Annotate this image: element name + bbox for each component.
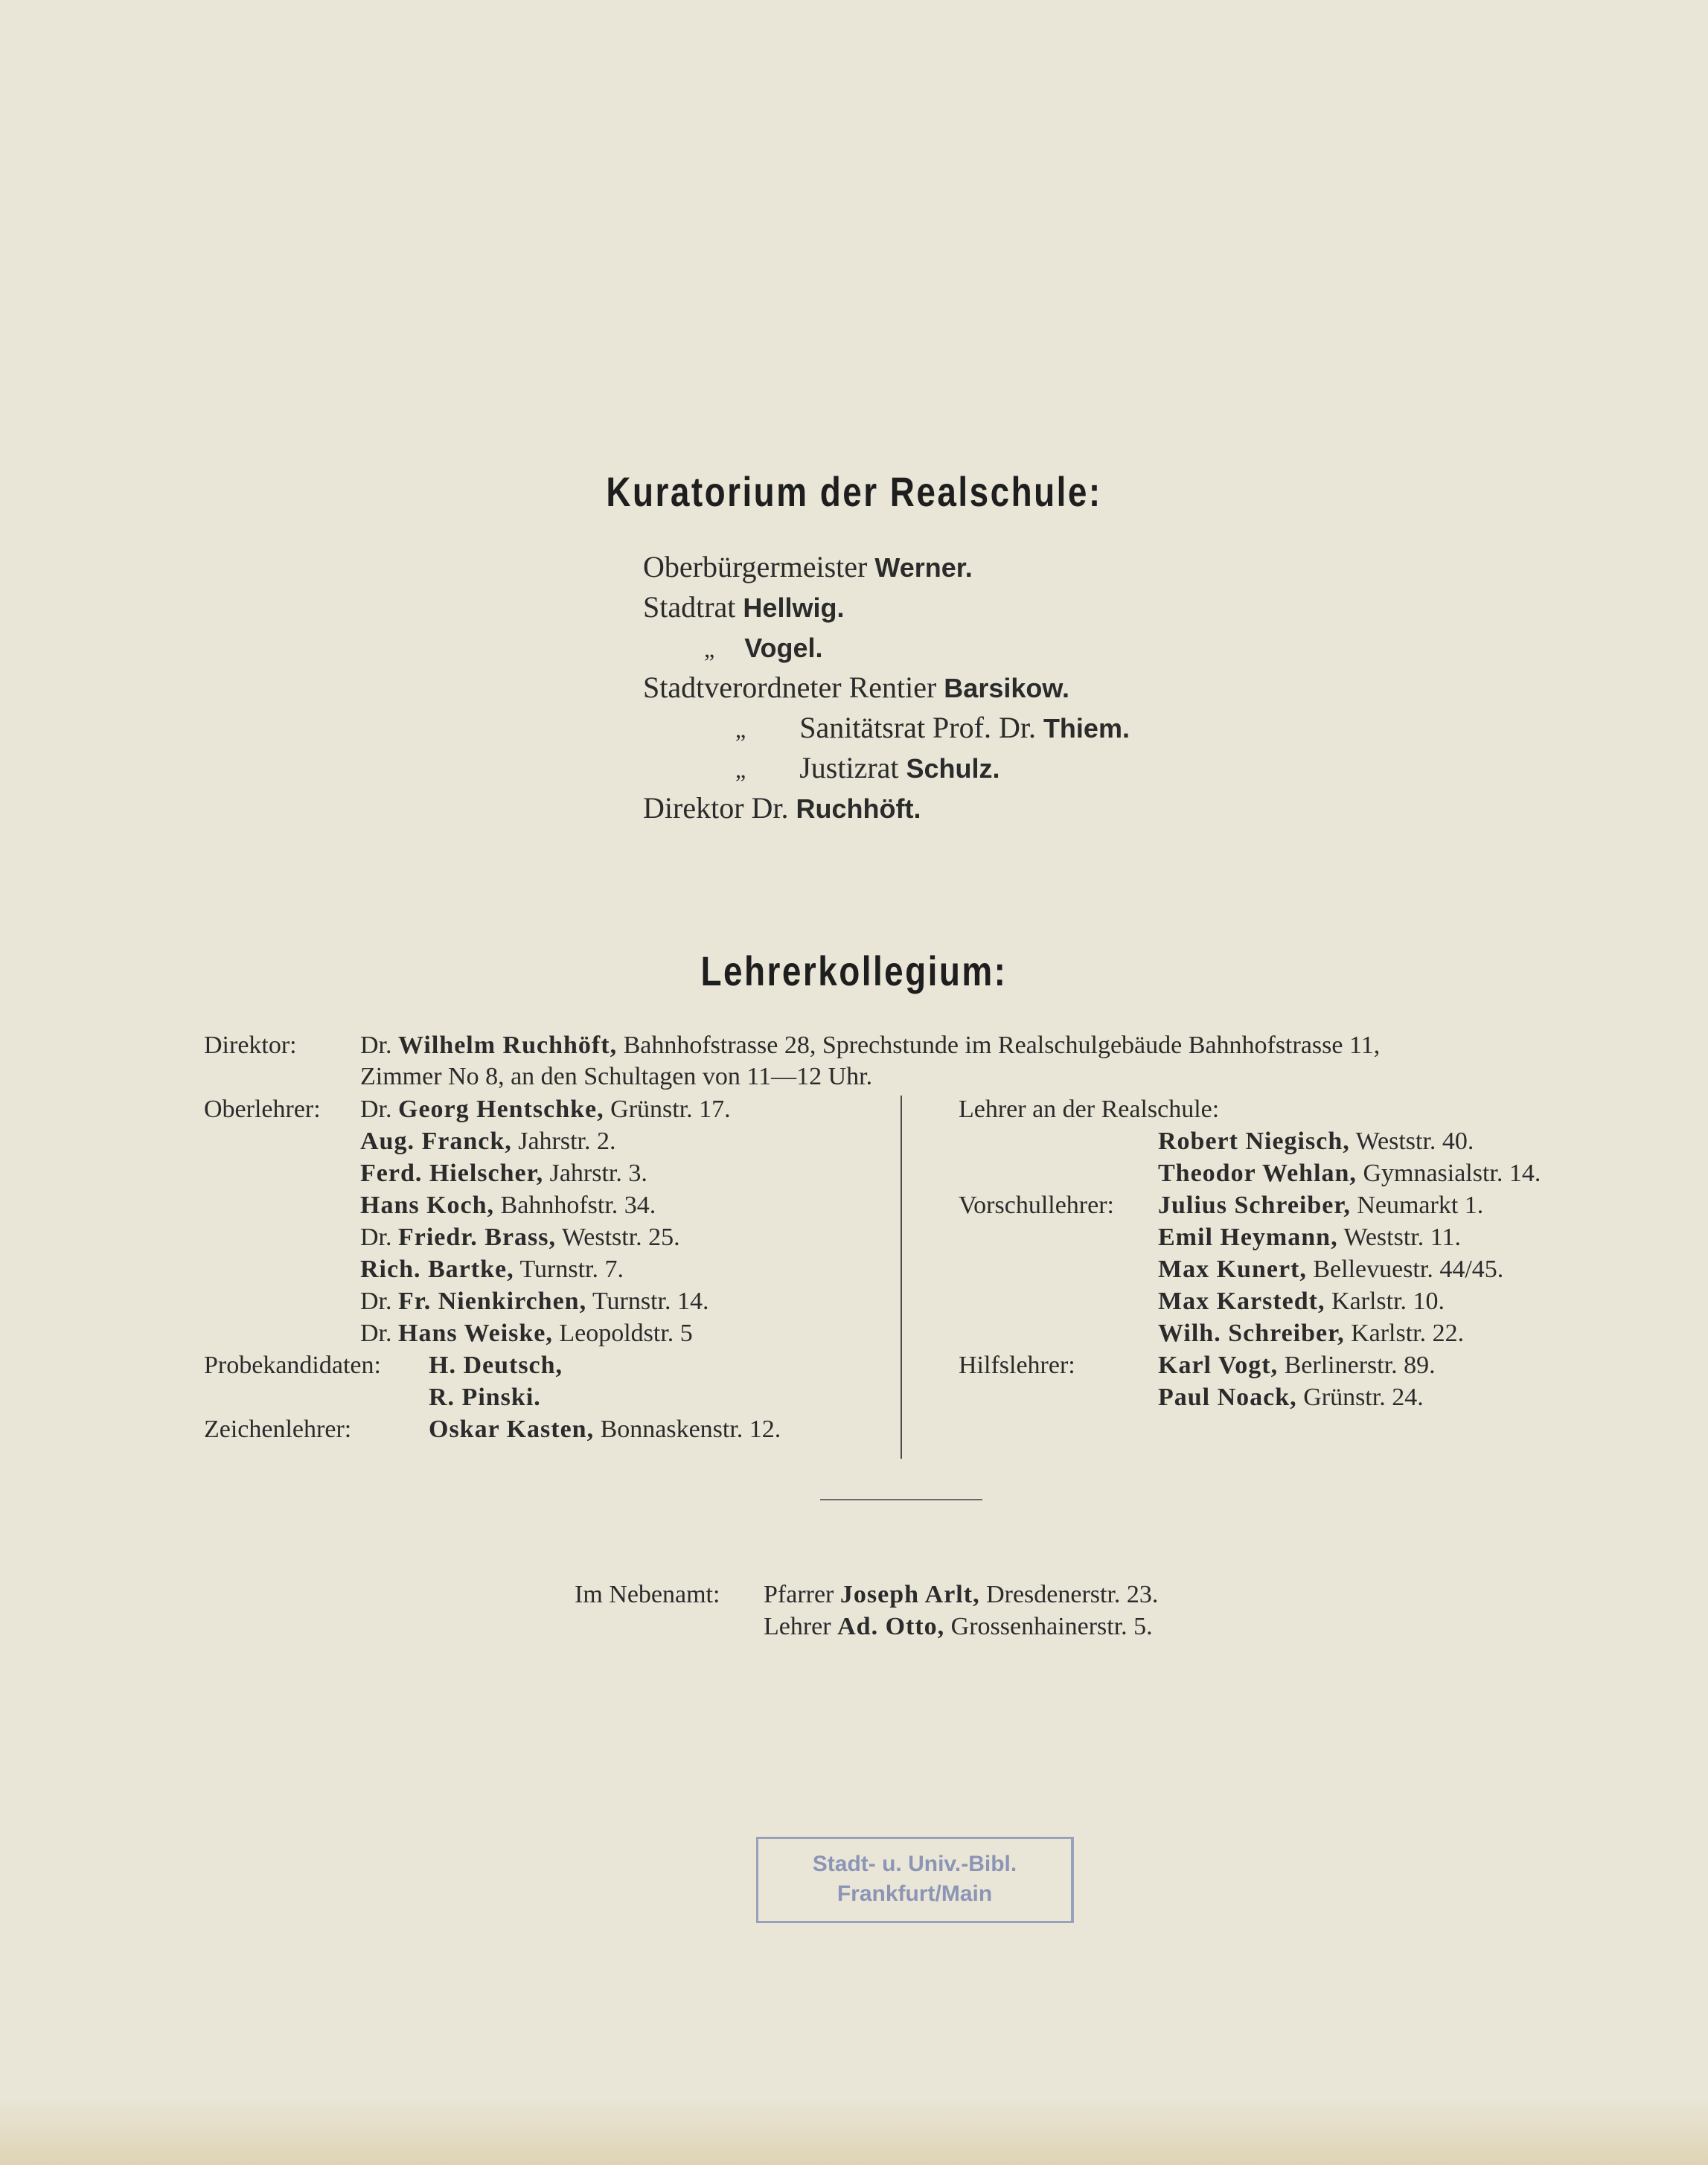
hilfs-2: Paul Noack, Grünstr. 24. [1158, 1384, 1424, 1411]
nebenamt-1: Pfarrer Joseph Arlt, Dresdenerstr. 23. [764, 1581, 1159, 1608]
vorschul-4: Max Karstedt, Karlstr. 10. [1158, 1288, 1445, 1315]
lehrer-2: Theodor Wehlan, Gymnasialstr. 14. [1158, 1160, 1541, 1187]
hilfs-1: Karl Vogt, Berlinerstr. 89. [1158, 1352, 1436, 1379]
direktor-line: Dr. Wilhelm Ruchhöft, Bahnhofstrasse 28, Sprechstunde im Realschulgebäude Bahnhofstrasse 11, [360, 1032, 1381, 1059]
hilfs-label: Hilfslehrer: [959, 1352, 1075, 1379]
kuratorium-line-2: Stadtrat Hellwig. [643, 590, 845, 624]
oberlehrer-4: Hans Koch, Bahnhofstr. 34. [360, 1192, 656, 1219]
zeichen-label: Zeichenlehrer: [204, 1416, 352, 1443]
library-stamp: Stadt- u. Univ.-Bibl. Frankfurt/Main [756, 1837, 1074, 1923]
nebenamt-2: Lehrer Ad. Otto, Grossenhainerstr. 5. [764, 1613, 1153, 1640]
oberlehrer-5: Dr. Friedr. Brass, Weststr. 25. [360, 1224, 680, 1251]
kuratorium-line-3: „ Vogel. [704, 633, 823, 663]
kuratorium-heading: Kuratorium der Realschule: [606, 468, 1102, 515]
oberlehrer-7: Dr. Fr. Nienkirchen, Turnstr. 14. [360, 1288, 709, 1315]
oberlehrer-6: Rich. Bartke, Turnstr. 7. [360, 1256, 624, 1283]
direktor-address-2: Zimmer No 8, an den Schultagen von 11—12 Uhr. [360, 1063, 873, 1090]
oberlehrer-1: Dr. Georg Hentschke, Grünstr. 17. [360, 1096, 731, 1123]
probe-label: Probekandidaten: [204, 1352, 381, 1379]
probe-1: H. Deutsch, [429, 1352, 563, 1379]
kuratorium-line-4: Stadtverordneter Rentier Barsikow. [643, 671, 1070, 704]
vorschul-5: Wilh. Schreiber, Karlstr. 22. [1158, 1320, 1465, 1347]
zeichen-1: Oskar Kasten, Bonnaskenstr. 12. [429, 1416, 781, 1443]
vorschul-1: Julius Schreiber, Neumarkt 1. [1158, 1192, 1484, 1219]
nebenamt-label: Im Nebenamt: [575, 1581, 720, 1608]
kuratorium-line-7: Direktor Dr. Ruchhöft. [643, 791, 921, 825]
kuratorium-line-5: „ Sanitätsrat Prof. Dr. Thiem. [735, 711, 1130, 744]
kuratorium-line-6: „ Justizrat Schulz. [735, 751, 1000, 784]
vorschul-3: Max Kunert, Bellevuestr. 44/45. [1158, 1256, 1504, 1283]
probe-2: R. Pinski. [429, 1384, 541, 1411]
oberlehrer-2: Aug. Franck, Jahrstr. 2. [360, 1128, 616, 1155]
paper-stain [0, 2098, 1708, 2165]
oberlehrer-3: Ferd. Hielscher, Jahrstr. 3. [360, 1160, 647, 1187]
kollegium-heading: Lehrerkollegium: [700, 947, 1008, 994]
oberlehrer-label: Oberlehrer: [204, 1096, 321, 1123]
vorschul-label: Vorschullehrer: [959, 1192, 1114, 1219]
kuratorium-line-1: Oberbürgermeister Werner. [643, 550, 973, 583]
direktor-label: Direktor: [204, 1032, 297, 1059]
lehrer-1: Robert Niegisch, Weststr. 40. [1158, 1128, 1474, 1155]
column-divider [901, 1096, 902, 1459]
section-rule [820, 1499, 982, 1500]
vorschul-2: Emil Heymann, Weststr. 11. [1158, 1224, 1461, 1251]
lehrer-label: Lehrer an der Realschule: [959, 1096, 1220, 1123]
oberlehrer-8: Dr. Hans Weiske, Leopoldstr. 5 [360, 1320, 693, 1347]
